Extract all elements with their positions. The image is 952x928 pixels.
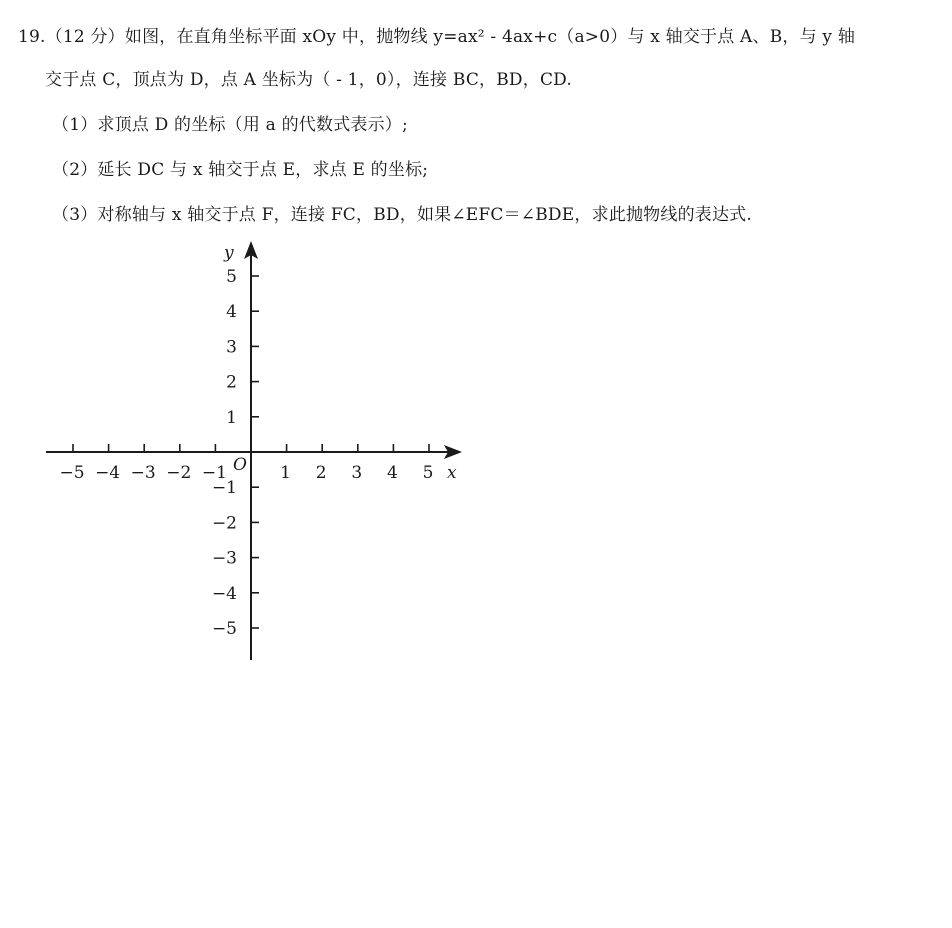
y-tick-label: 3 — [226, 337, 237, 358]
problem-statement-line-2: 交于点 C，顶点为 D，点 A 坐标为（ - 1，0），连接 BC，BD，CD. — [45, 70, 572, 90]
x-tick-label: 5 — [422, 463, 434, 483]
question-part-3: （3）对称轴与 x 轴交于点 F，连接 FC，BD，如果∠EFC＝∠BDE，求此抛物线的表达式. — [52, 205, 752, 225]
x-tick-label: 1 — [280, 463, 292, 483]
x-tick-label: −5 — [59, 463, 85, 483]
y-tick-label: −1 — [211, 478, 237, 499]
y-tick-label: 2 — [226, 372, 237, 393]
y-tick-label: 4 — [226, 302, 237, 323]
x-tick-label: 2 — [315, 463, 327, 483]
x-axis-label: x — [447, 463, 457, 483]
tick-labels — [59, 243, 457, 639]
origin-label: O — [233, 455, 247, 475]
x-tick-label: 4 — [386, 463, 398, 483]
x-tick-label: −4 — [95, 463, 121, 483]
x-tick-label: −3 — [130, 463, 156, 483]
y-tick-label: −2 — [211, 513, 237, 534]
problem-statement-line-1: 19.（12 分）如图，在直角坐标平面 xOy 中，抛物线 y=ax² - 4ax+c（a>0）与 x 轴交于点 A、B，与 y 轴 — [18, 27, 856, 47]
x-tick-label: −1 — [201, 463, 227, 483]
y-tick-label: −3 — [211, 548, 237, 569]
x-tick-label: −2 — [166, 463, 192, 483]
y-tick-label: −5 — [211, 619, 237, 639]
y-tick-label: 5 — [226, 267, 237, 287]
question-part-1: （1）求顶点 D 的坐标（用 a 的代数式表示）; — [52, 115, 408, 135]
question-part-2: （2）延长 DC 与 x 轴交于点 E，求点 E 的坐标; — [52, 160, 429, 180]
x-tick-label: 3 — [351, 463, 363, 483]
y-axis-label: y — [224, 243, 234, 263]
y-tick-label: −4 — [211, 583, 237, 604]
y-tick-label: 1 — [226, 407, 237, 428]
